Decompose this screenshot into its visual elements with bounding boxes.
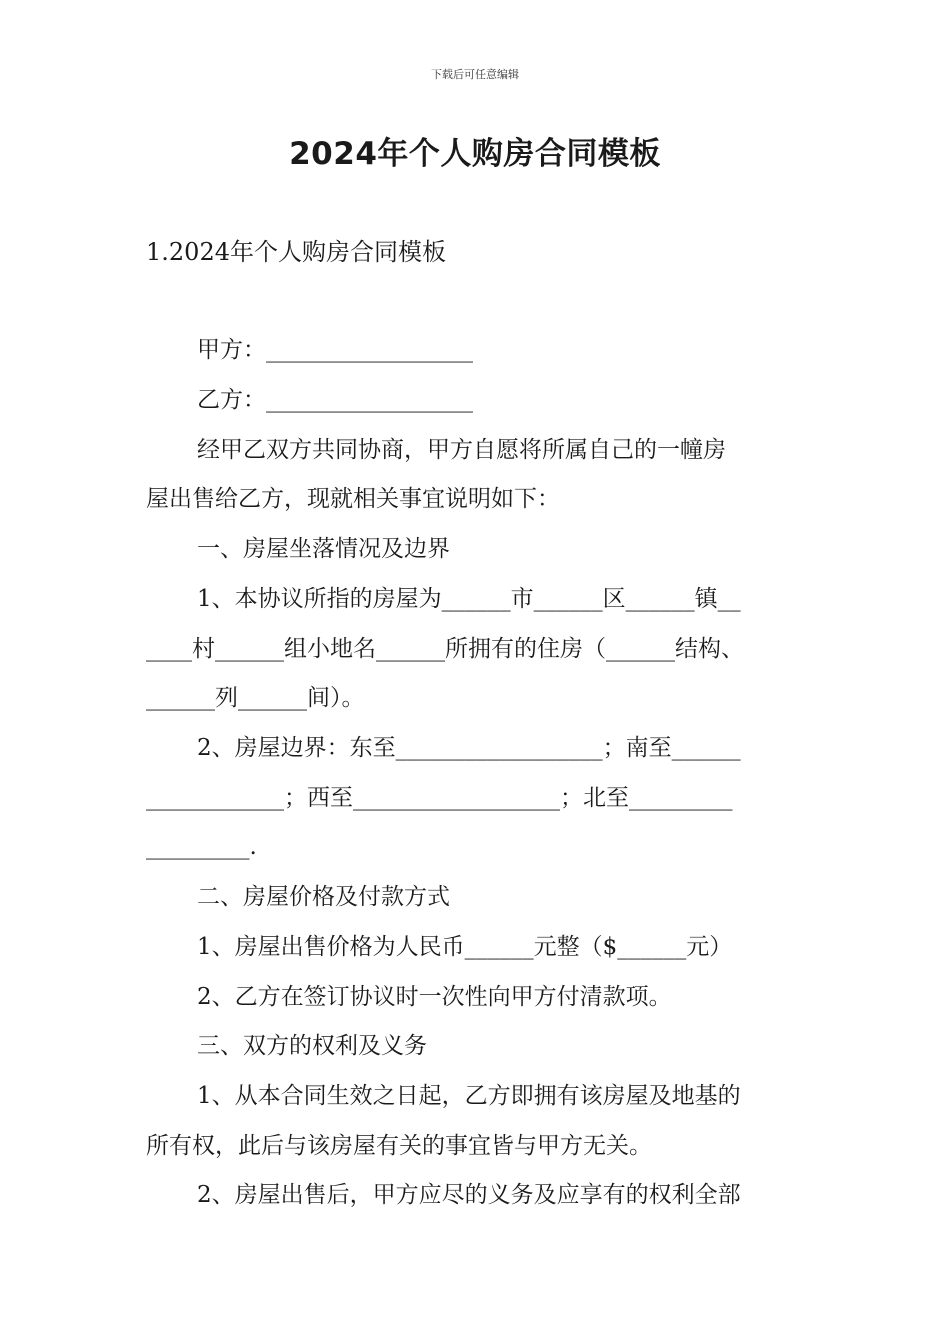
paragraph-line: 2、乙方在签订协议时一次性向甲方付清款项。 (197, 984, 672, 1010)
paragraph-line: 2、房屋边界：东至__________________；南至______ (197, 735, 741, 761)
clause-heading: 一、房屋坐落情况及边界 (197, 536, 450, 562)
section-heading: 1.2024年个人购房合同模板 (146, 238, 446, 266)
clause-heading: 三、双方的权利及义务 (197, 1033, 427, 1059)
paragraph-line: ____村______组小地名______所拥有的住房（______结构、 (146, 636, 744, 662)
paragraph-line: _________. (146, 834, 257, 860)
paragraph-line: 经甲乙双方共同协商，甲方自愿将所属自己的一幢房 (197, 437, 726, 463)
paragraph-line: 2、房屋出售后，甲方应尽的义务及应享有的权利全部 (197, 1182, 741, 1208)
paragraph-line: ______列______间）。 (146, 685, 365, 711)
paragraph-line: ____________；西至__________________；北至_________ (146, 785, 733, 811)
paragraph-line: 屋出售给乙方，现就相关事宜说明如下： (146, 486, 560, 512)
clause-heading: 二、房屋价格及付款方式 (197, 884, 450, 910)
party-b-line: 乙方：__________________ (197, 387, 473, 413)
document-title: 2024年个人购房合同模板 (289, 136, 661, 172)
paragraph-line: 1、本协议所指的房屋为______市______区______镇__ (197, 586, 741, 612)
header-note: 下载后可任意编辑 (431, 68, 519, 81)
paragraph-line: 所有权，此后与该房屋有关的事宜皆与甲方无关。 (146, 1133, 652, 1159)
paragraph-line: 1、从本合同生效之日起，乙方即拥有该房屋及地基的 (197, 1083, 741, 1109)
paragraph-line: 1、房屋出售价格为人民币______元整（$______元） (197, 934, 733, 960)
party-a-line: 甲方：__________________ (197, 337, 473, 363)
